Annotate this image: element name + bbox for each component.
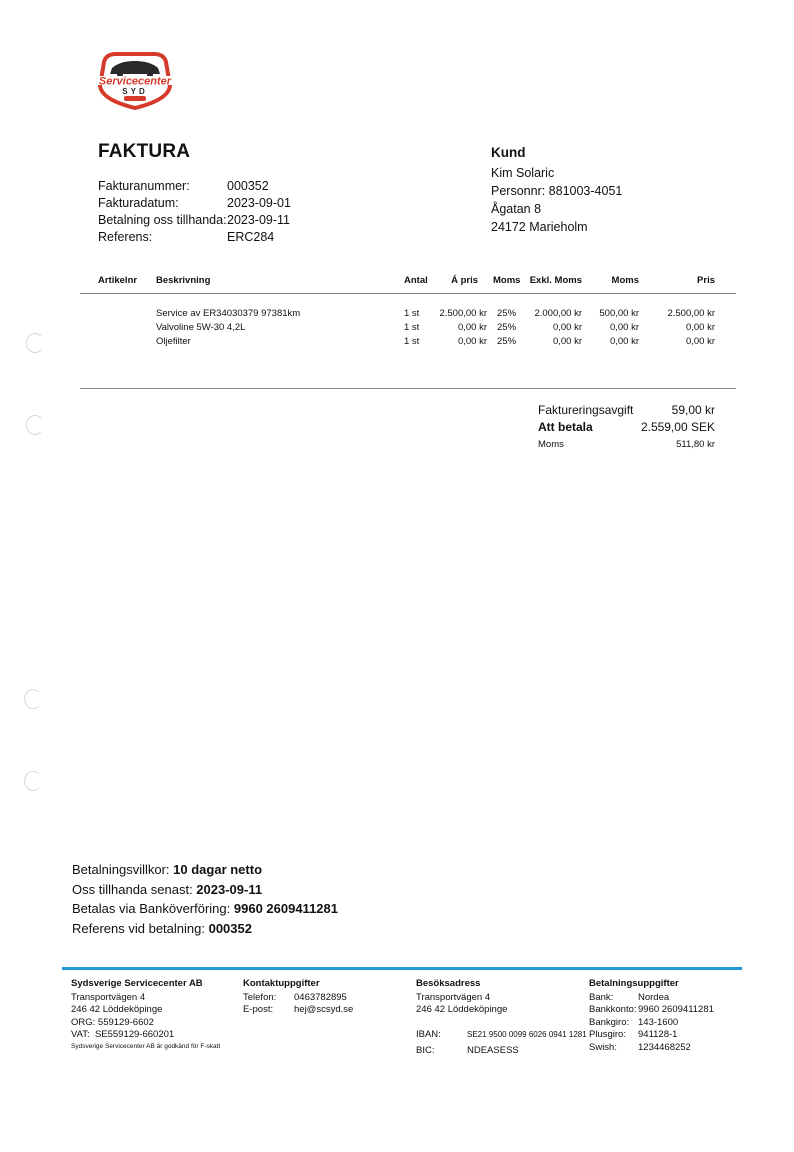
payment-value: 143-1600 [638, 1016, 679, 1028]
terms-label: Referens vid betalning: [72, 920, 209, 936]
row-vat-rate: 25% [497, 322, 517, 333]
row-quantity: 1 st [404, 308, 420, 319]
meta-value: ERC284 [227, 230, 275, 244]
col-header-exkl-moms: Exkl. Moms [529, 275, 582, 286]
col-header-moms-pct: Moms [493, 275, 521, 286]
row-vat-rate: 25% [497, 308, 517, 319]
row-description: Valvoline 5W-30 4,2L [156, 322, 246, 333]
footer-payment-details [589, 978, 714, 1054]
row-excl-vat: 2.000,00 kr [534, 308, 582, 319]
contact-heading: Kontaktuppgifter [243, 978, 320, 989]
payment-label: Swish: [589, 1041, 617, 1053]
invoice-title: FAKTURA [98, 141, 191, 162]
meta-row-invoice-date [98, 195, 291, 212]
phone-value[interactable]: 0463782895 [294, 991, 347, 1003]
visit-city: 246 42 Löddeköpinge [416, 1004, 508, 1015]
row-vat: 0,00 kr [609, 336, 639, 347]
row-vat: 0,00 kr [609, 322, 639, 333]
meta-row-reference [98, 229, 291, 246]
footer-divider [62, 967, 742, 970]
row-unit-price: 0,00 kr [457, 322, 487, 333]
col-header-beskrivning: Beskrivning [156, 275, 211, 286]
col-header-pris: Pris [697, 275, 715, 286]
company-vat [71, 1029, 220, 1042]
payment-label: Plusgiro: [589, 1029, 626, 1040]
payment-value: Nordea [638, 991, 670, 1003]
row-description: Service av ER34030379 97381km [156, 308, 301, 319]
company-street: Transportvägen 4 [71, 991, 146, 1003]
col-header-moms: Moms [611, 275, 639, 286]
terms-value: 000352 [208, 920, 252, 936]
customer-personnr: Personnr: 881003-4051 [491, 184, 623, 198]
meta-value: 2023-09-01 [227, 196, 291, 210]
payment-value: 9960 2609411281 [638, 1004, 714, 1015]
meta-label: Fakturanummer: [98, 179, 190, 193]
row-excl-vat: 0,00 kr [552, 322, 582, 333]
binder-hole-mark [26, 415, 44, 435]
row-unit-price: 0,00 kr [457, 336, 487, 347]
vat-value: SE559129-660201 [94, 1029, 175, 1040]
table-footer-rule [80, 388, 736, 389]
vat-total-value: 511,80 kr [676, 439, 715, 450]
payment-label: Bankkonto: [589, 1004, 637, 1015]
terms-row-bank-transfer [72, 899, 338, 919]
row-quantity: 1 st [404, 322, 420, 333]
payment-label: Bank: [589, 991, 614, 1003]
row-price: 0,00 kr [685, 336, 715, 347]
terms-label: Oss tillhanda senast: [72, 881, 197, 897]
row-price: 0,00 kr [685, 322, 715, 333]
company-city: 246 42 Löddeköpinge [71, 1004, 163, 1015]
terms-row-payment-reference [72, 919, 338, 939]
payment-value: 941128-1 [638, 1029, 678, 1040]
terms-value: 2023-09-11 [196, 881, 263, 897]
meta-value: 000352 [227, 179, 269, 193]
row-vat-rate: 25% [497, 336, 517, 347]
meta-label: Referens: [98, 230, 153, 244]
email-value[interactable]: hej@scsyd.se [294, 1004, 354, 1015]
binder-hole-mark [26, 333, 44, 353]
customer-city: 24172 Marieholm [491, 220, 588, 234]
meta-label: Betalning oss tillhanda: [98, 213, 227, 227]
footer-company [71, 978, 220, 1052]
vat-label: VAT: [71, 1029, 90, 1040]
email-label: E-post: [243, 1004, 274, 1015]
table-header-rule [80, 293, 736, 294]
col-header-apris: Á pris [451, 275, 478, 286]
terms-label: Betalningsvillkor: [72, 862, 174, 877]
visit-heading: Besöksadress [416, 978, 481, 989]
f-tax-note: Sydsverige Servicecenter AB är godkänd för F-skatt [71, 1042, 221, 1050]
bic-value: NDEASESS [467, 1045, 519, 1056]
invoice-meta [98, 178, 291, 246]
binder-hole-mark [24, 771, 42, 791]
row-description: Oljefilter [156, 336, 191, 347]
meta-row-due-date [98, 212, 291, 229]
terms-row-conditions [72, 860, 338, 880]
footer-contact [243, 978, 353, 1017]
invoicing-fee-label: Faktureringsavgift [538, 403, 634, 417]
payment-terms [72, 860, 338, 938]
row-vat: 500,00 kr [599, 308, 639, 319]
customer-heading: Kund [491, 145, 526, 160]
meta-row-invoice-number [98, 178, 291, 195]
amount-due-label: Att betala [538, 420, 593, 434]
customer-street: Ågatan 8 [491, 202, 542, 216]
terms-label: Betalas via Banköverföring: [72, 901, 234, 916]
row-price: 2.500,00 kr [667, 308, 715, 319]
logo-text-main: Servicecenter [98, 75, 172, 88]
payment-heading: Betalningsuppgifter [589, 978, 679, 989]
amount-due-value: 2.559,00 SEK [640, 420, 715, 434]
iban-label: IBAN: [416, 1028, 441, 1040]
col-header-artikelnr: Artikelnr [98, 275, 138, 286]
company-logo [80, 46, 190, 112]
customer-name: Kim Solaric [491, 166, 555, 180]
vat-total-label: Moms [538, 439, 564, 450]
company-name: Sydsverige Servicecenter AB [71, 978, 203, 989]
phone-label: Telefon: [243, 991, 277, 1003]
terms-value: 9960 2609411281 [233, 901, 338, 916]
row-quantity: 1 st [404, 336, 420, 347]
col-header-antal: Antal [404, 275, 428, 286]
payment-value: 1234468252 [638, 1041, 691, 1053]
company-org: ORG: 559129-6602 [71, 1016, 154, 1028]
meta-value: 2023-09-11 [227, 213, 291, 227]
terms-value: 10 dagar netto [173, 862, 263, 877]
invoicing-fee-value: 59,00 kr [671, 403, 715, 417]
binder-hole-mark [24, 689, 42, 709]
customer-block [491, 144, 622, 236]
iban-value: SE21 9500 0099 6026 0941 1281 [467, 1029, 587, 1039]
meta-label: Fakturadatum: [98, 196, 179, 210]
footer-visit-address [416, 978, 587, 1058]
visit-street: Transportvägen 4 [416, 991, 491, 1003]
bic-label: BIC: [416, 1045, 435, 1056]
logo-text-sub: SYD [122, 87, 148, 96]
payment-label: Bankgiro: [589, 1016, 630, 1028]
row-unit-price: 2.500,00 kr [439, 308, 487, 319]
row-excl-vat: 0,00 kr [552, 336, 582, 347]
terms-row-due [72, 880, 338, 900]
servicecenter-logo-graphic [80, 46, 190, 112]
